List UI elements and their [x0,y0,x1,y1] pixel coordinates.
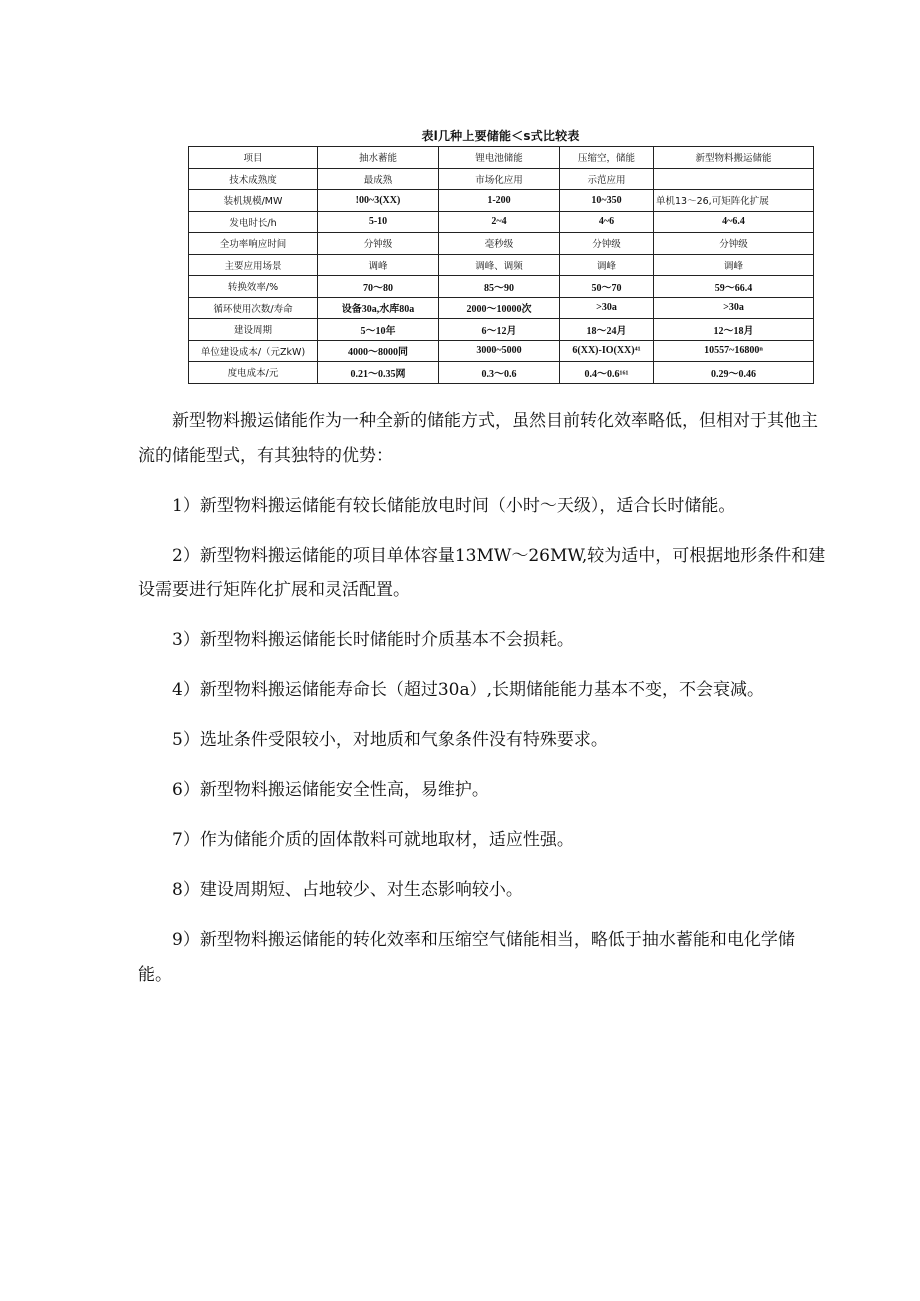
table-cell: 示范应用 [560,168,654,190]
body-text [138,404,828,1008]
row-label: 全功率响应时间 [189,233,318,255]
table-row [189,297,814,319]
column-header: 压缩空，储能 [560,147,654,169]
table-cell: 0.4～0.6¹⁶¹ [560,362,654,384]
table-cell: 3000~5000 [439,340,560,362]
table-cell: 0.29～0.46 [654,362,814,384]
table-cell: 2000～10000次 [439,297,560,319]
column-header: 项目 [189,147,318,169]
advantage-item: 7）作为储能介质的固体散料可就地取材，适应性强。 [172,830,574,850]
table-cell: 调峰 [318,254,439,276]
table-cell: 6～12月 [439,319,560,341]
row-label: 度电成本/元 [189,362,318,384]
table-row [189,190,814,212]
table-cell: 1-200 [439,190,560,212]
table-row [189,168,814,190]
row-label: 循环使用次数/寿命 [189,297,318,319]
table-row [189,362,814,384]
column-header: 抽水蓄能 [318,147,439,169]
table-cell: 调峰、调频 [439,254,560,276]
table-cell: !00~3(XX) [318,190,439,212]
table-row [189,233,814,255]
table-row [189,276,814,298]
table-cell: 18～24月 [560,319,654,341]
table-cell: >30a [560,297,654,319]
table-cell: 85～90 [439,276,560,298]
column-header: 新型物料搬运储能 [654,147,814,169]
row-label: 发电时长/h [189,211,318,233]
advantage-item: 2）新型物料搬运储能的项目单体容量13MW～26MW,较为适中，可根据地形条件和建设需要进行矩阵化扩展和灵活配置。 [138,545,826,600]
table-cell: 6(XX)-IO(XX)⁴¹ [560,340,654,362]
table-cell: 70～80 [318,276,439,298]
table-cell [654,168,814,190]
intro-paragraph: 新型物料搬运储能作为一种全新的储能方式，虽然目前转化效率略低，但相对于其他主流的储能型式，有其独特的优势： [138,411,818,466]
table-cell: 10~350 [560,190,654,212]
table-cell: 调峰 [654,254,814,276]
table-cell: 分钟级 [560,233,654,255]
advantage-item: 8）建设周期短、占地较少、对生态影响较小。 [172,880,523,900]
row-label: 装机规模/MW [189,190,318,212]
row-label: 建设周期 [189,319,318,341]
advantage-item: 5）选址条件受限较小，对地质和气象条件没有特殊要求。 [172,730,608,750]
advantage-item: 6）新型物料搬运储能安全性高，易维护。 [172,780,489,800]
table-cell: 最成熟 [318,168,439,190]
table-cell: 设备30a,水库80a [318,297,439,319]
column-header: 锂电池储能 [439,147,560,169]
table-cell: >30a [654,297,814,319]
row-label: 单位建设成本/（元ZkW) [189,340,318,362]
row-label: 主要应用场景 [189,254,318,276]
advantage-item: 9）新型物料搬运储能的转化效率和压缩空气储能相当，略低于抽水蓄能和电化学储能。 [138,930,795,985]
row-label: 技术成熟度 [189,168,318,190]
table-cell: 调峰 [560,254,654,276]
table-cell: 5～10年 [318,319,439,341]
table-cell: 分钟级 [654,233,814,255]
advantage-item: 3）新型物料搬运储能长时储能时介质基本不会损耗。 [172,630,574,650]
table-header-row [189,147,814,169]
table-cell: 单机13～26,可矩阵化扩展 [654,190,814,212]
comparison-table [188,146,814,384]
table-cell: 0.21～0.35网 [318,362,439,384]
table-cell: 市场化应用 [439,168,560,190]
table-cell: 50～70 [560,276,654,298]
table-cell: 2~4 [439,211,560,233]
table-row [189,340,814,362]
table-caption: 表l几种上要储能＜s式比较表 [421,129,580,143]
table-cell: 4000～8000同 [318,340,439,362]
advantage-item: 1）新型物料搬运储能有较长储能放电时间（小时～天级），适合长时储能。 [172,495,736,516]
table-cell: 4~6 [560,211,654,233]
table-cell: 12～18月 [654,319,814,341]
table-cell: 10557~16800ⁿ [654,340,814,362]
table-cell: 4~6.4 [654,211,814,233]
table-row [189,319,814,341]
table-cell: 0.3～0.6 [439,362,560,384]
row-label: 转换效率/% [189,276,318,298]
table-row [189,211,814,233]
table-cell: 59～66.4 [654,276,814,298]
table-cell: 5-10 [318,211,439,233]
table-cell: 分钟级 [318,233,439,255]
table-cell: 毫秒级 [439,233,560,255]
table-row [189,254,814,276]
advantage-item: 4）新型物料搬运储能寿命长（超过30a）,长期储能能力基本不变，不会衰减。 [172,680,764,700]
